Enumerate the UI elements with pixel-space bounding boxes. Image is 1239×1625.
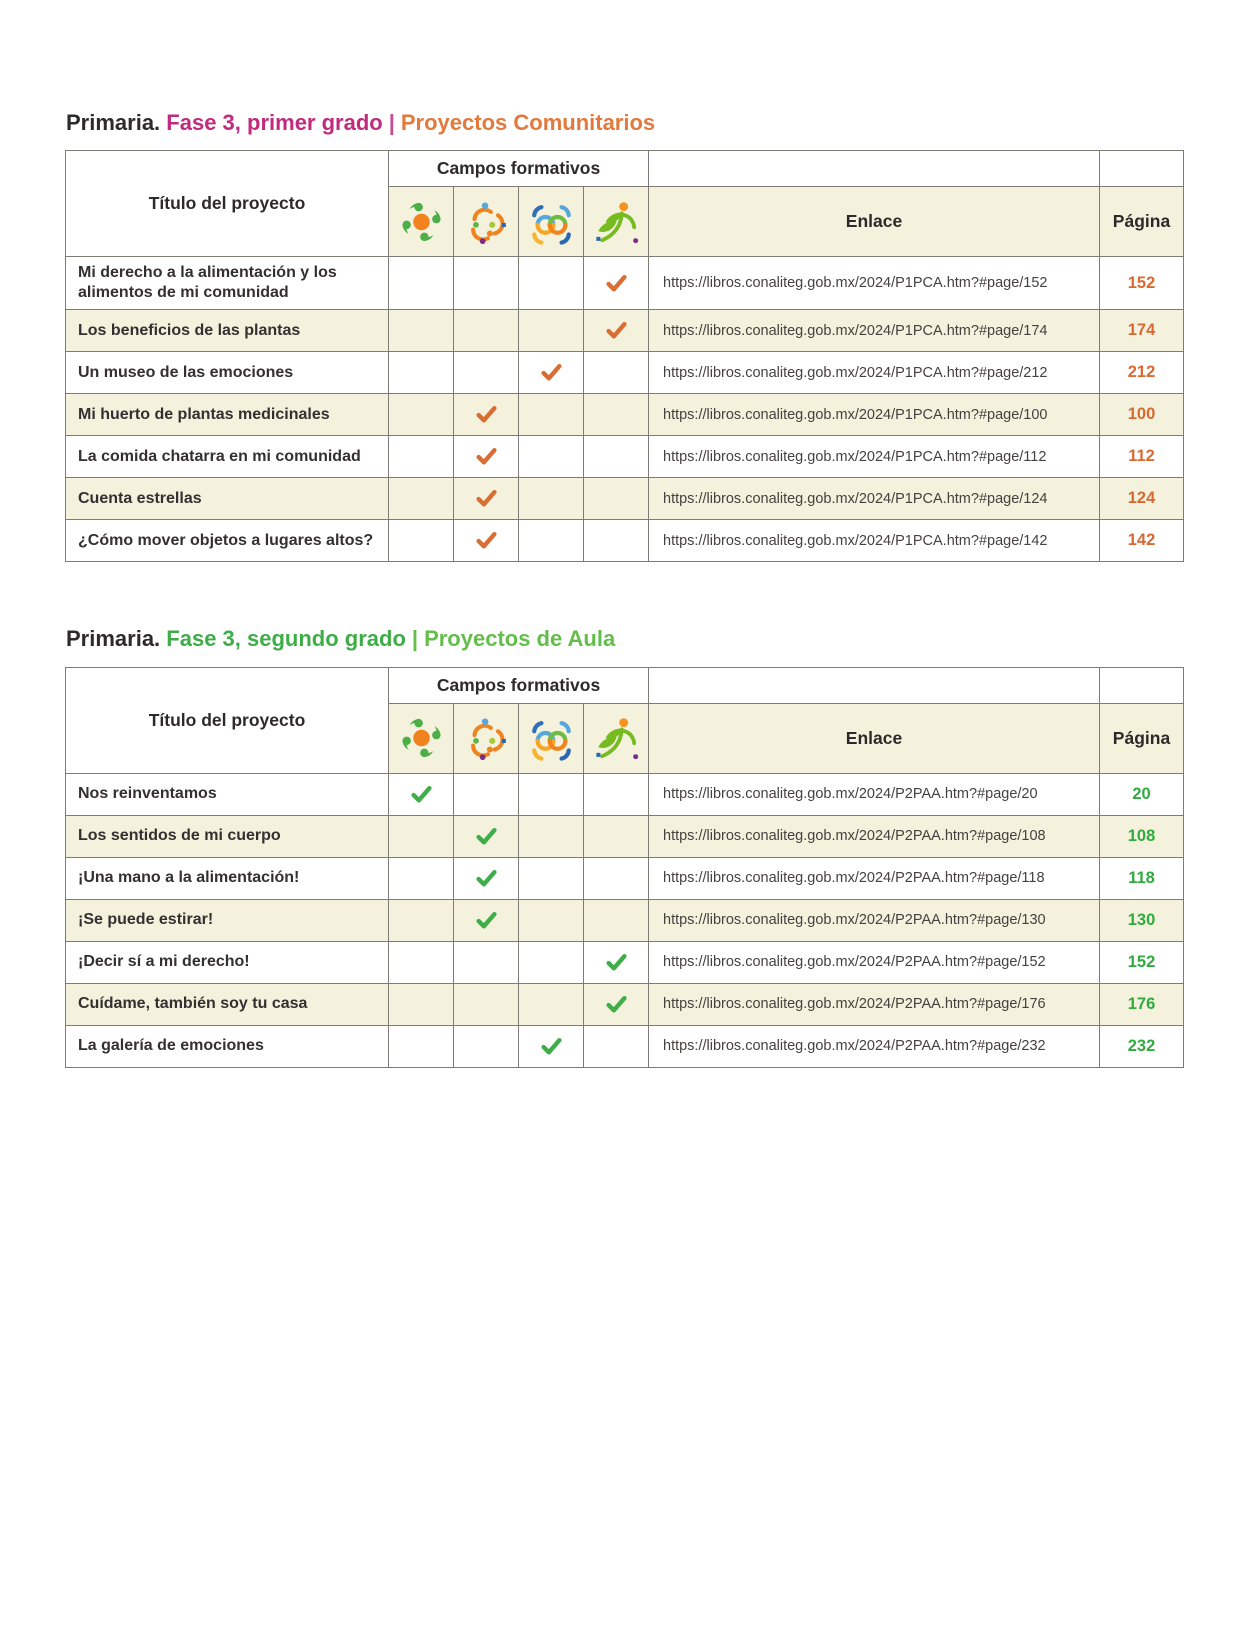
column-header-titulo: Título del proyecto: [66, 151, 389, 257]
title-grade: Fase 3, primer grado: [166, 110, 383, 135]
project-link[interactable]: https://libros.conaliteg.gob.mx/2024/P1PCA.htm?#page/174: [649, 310, 1100, 352]
empty-check-cell: [584, 857, 649, 899]
check-icon: [476, 489, 497, 508]
check-icon: [606, 953, 627, 972]
campo-lenguajes-icon: [389, 703, 454, 773]
project-title: La galería de emociones: [66, 1025, 389, 1067]
empty-check-cell: [519, 773, 584, 815]
empty-check-cell: [519, 815, 584, 857]
check-icon: [606, 995, 627, 1014]
page-number: 118: [1100, 857, 1184, 899]
empty-check-cell: [519, 520, 584, 562]
check-icon: [476, 447, 497, 466]
empty-check-cell: [584, 899, 649, 941]
empty-check-cell: [519, 941, 584, 983]
page-number: 112: [1100, 436, 1184, 478]
title-level: Primaria.: [66, 110, 161, 135]
project-link[interactable]: https://libros.conaliteg.gob.mx/2024/P2PAA.htm?#page/20: [649, 773, 1100, 815]
table-row: [66, 478, 1184, 520]
table-row: [66, 310, 1184, 352]
check-icon: [606, 321, 627, 340]
empty-check-cell: [584, 478, 649, 520]
header-row-campos: [66, 667, 1184, 703]
campo-etica-icon: [519, 703, 584, 773]
empty-check-cell: [389, 394, 454, 436]
empty-check-cell: [519, 478, 584, 520]
check-cell: [519, 1025, 584, 1067]
empty-check-cell: [389, 478, 454, 520]
check-cell: [454, 478, 519, 520]
empty-check-cell: [389, 352, 454, 394]
check-cell: [584, 310, 649, 352]
project-link[interactable]: https://libros.conaliteg.gob.mx/2024/P2PAA.htm?#page/152: [649, 941, 1100, 983]
campo-etica-icon: [519, 187, 584, 257]
column-header-enlace: Enlace: [649, 187, 1100, 257]
page-number: 212: [1100, 352, 1184, 394]
section-title: [66, 626, 1183, 652]
empty-check-cell: [454, 352, 519, 394]
header-row-campos: [66, 151, 1184, 187]
empty-check-cell: [584, 394, 649, 436]
campo-lenguajes-icon: [389, 187, 454, 257]
check-icon: [541, 1037, 562, 1056]
page-number: 108: [1100, 815, 1184, 857]
check-icon: [411, 785, 432, 804]
table-row: [66, 983, 1184, 1025]
empty-check-cell: [584, 773, 649, 815]
table-row: [66, 1025, 1184, 1067]
project-title: Nos reinventamos: [66, 773, 389, 815]
empty-check-cell: [389, 983, 454, 1025]
empty-check-cell: [519, 310, 584, 352]
empty-check-cell: [389, 436, 454, 478]
empty-check-cell: [454, 773, 519, 815]
column-header-titulo: Título del proyecto: [66, 667, 389, 773]
check-cell: [519, 352, 584, 394]
title-book: Proyectos Comunitarios: [400, 110, 656, 135]
empty-check-cell: [519, 257, 584, 310]
check-icon: [541, 363, 562, 382]
table-row: [66, 436, 1184, 478]
check-cell: [389, 773, 454, 815]
check-cell: [454, 436, 519, 478]
column-header-enlace: Enlace: [649, 703, 1100, 773]
empty-check-cell: [389, 257, 454, 310]
table-row: [66, 857, 1184, 899]
section-title: [66, 110, 1183, 136]
empty-check-cell: [454, 1025, 519, 1067]
check-icon: [476, 827, 497, 846]
empty-check-cell: [584, 1025, 649, 1067]
empty-check-cell: [519, 983, 584, 1025]
check-cell: [584, 941, 649, 983]
column-header-campos-formativos: Campos formativos: [389, 667, 649, 703]
projects-table: [65, 150, 1184, 562]
table-row: [66, 815, 1184, 857]
column-header-pagina: Página: [1100, 187, 1184, 257]
project-link[interactable]: https://libros.conaliteg.gob.mx/2024/P2PAA.htm?#page/108: [649, 815, 1100, 857]
header-spacer: [1100, 667, 1184, 703]
empty-check-cell: [389, 310, 454, 352]
project-link[interactable]: https://libros.conaliteg.gob.mx/2024/P1PCA.htm?#page/212: [649, 352, 1100, 394]
project-title: Los beneficios de las plantas: [66, 310, 389, 352]
table-row: [66, 520, 1184, 562]
empty-check-cell: [454, 257, 519, 310]
empty-check-cell: [454, 983, 519, 1025]
check-icon: [476, 869, 497, 888]
project-link[interactable]: https://libros.conaliteg.gob.mx/2024/P2PAA.htm?#page/176: [649, 983, 1100, 1025]
project-title: Cuenta estrellas: [66, 478, 389, 520]
project-link[interactable]: https://libros.conaliteg.gob.mx/2024/P2PAA.htm?#page/130: [649, 899, 1100, 941]
check-cell: [584, 257, 649, 310]
project-link[interactable]: https://libros.conaliteg.gob.mx/2024/P1PCA.htm?#page/112: [649, 436, 1100, 478]
page-number: 152: [1100, 257, 1184, 310]
project-title: Un museo de las emociones: [66, 352, 389, 394]
empty-check-cell: [519, 899, 584, 941]
projects-table: [65, 667, 1184, 1068]
header-spacer: [649, 667, 1100, 703]
empty-check-cell: [389, 815, 454, 857]
empty-check-cell: [584, 352, 649, 394]
empty-check-cell: [584, 520, 649, 562]
empty-check-cell: [584, 815, 649, 857]
empty-check-cell: [519, 394, 584, 436]
title-separator: |: [411, 626, 419, 652]
title-book: Proyectos de Aula: [424, 626, 616, 652]
project-title: Mi huerto de plantas medicinales: [66, 394, 389, 436]
empty-check-cell: [519, 857, 584, 899]
empty-check-cell: [389, 1025, 454, 1067]
page-number: 152: [1100, 941, 1184, 983]
page-number: 142: [1100, 520, 1184, 562]
project-title: La comida chatarra en mi comunidad: [66, 436, 389, 478]
campo-saberes-icon: [454, 703, 519, 773]
check-cell: [454, 815, 519, 857]
table-row: [66, 257, 1184, 310]
project-link[interactable]: https://libros.conaliteg.gob.mx/2024/P1PCA.htm?#page/142: [649, 520, 1100, 562]
page-number: 124: [1100, 478, 1184, 520]
page-number: 176: [1100, 983, 1184, 1025]
project-title: ¡Se puede estirar!: [66, 899, 389, 941]
page-number: 174: [1100, 310, 1184, 352]
header-spacer: [1100, 151, 1184, 187]
empty-check-cell: [389, 520, 454, 562]
title-level: Primaria.: [66, 626, 161, 652]
project-title: ¿Cómo mover objetos a lugares altos?: [66, 520, 389, 562]
column-header-pagina: Página: [1100, 703, 1184, 773]
section-segundo-grado: [65, 626, 1183, 1067]
check-icon: [476, 911, 497, 930]
title-separator: |: [388, 110, 395, 135]
project-title: ¡Decir sí a mi derecho!: [66, 941, 389, 983]
project-title: Mi derecho a la alimentación y los alimentos de mi comunidad: [66, 257, 389, 310]
empty-check-cell: [389, 899, 454, 941]
check-icon: [476, 531, 497, 550]
empty-check-cell: [584, 436, 649, 478]
campo-humano-icon: [584, 187, 649, 257]
project-link[interactable]: https://libros.conaliteg.gob.mx/2024/P1PCA.htm?#page/152: [649, 257, 1100, 310]
project-link[interactable]: https://libros.conaliteg.gob.mx/2024/P2PAA.htm?#page/232: [649, 1025, 1100, 1067]
project-link[interactable]: https://libros.conaliteg.gob.mx/2024/P1PCA.htm?#page/100: [649, 394, 1100, 436]
check-cell: [454, 394, 519, 436]
project-title: Los sentidos de mi cuerpo: [66, 815, 389, 857]
empty-check-cell: [519, 436, 584, 478]
project-link[interactable]: https://libros.conaliteg.gob.mx/2024/P1PCA.htm?#page/124: [649, 478, 1100, 520]
check-cell: [454, 899, 519, 941]
header-spacer: [649, 151, 1100, 187]
page-number: 130: [1100, 899, 1184, 941]
table-row: [66, 773, 1184, 815]
check-icon: [476, 405, 497, 424]
page-number: 232: [1100, 1025, 1184, 1067]
table-row: [66, 352, 1184, 394]
section-primer-grado: [65, 0, 1183, 562]
project-title: Cuídame, también soy tu casa: [66, 983, 389, 1025]
empty-check-cell: [389, 941, 454, 983]
table-row: [66, 899, 1184, 941]
campo-saberes-icon: [454, 187, 519, 257]
table-row: [66, 394, 1184, 436]
empty-check-cell: [389, 857, 454, 899]
project-link[interactable]: https://libros.conaliteg.gob.mx/2024/P2PAA.htm?#page/118: [649, 857, 1100, 899]
empty-check-cell: [454, 310, 519, 352]
column-header-campos-formativos: Campos formativos: [389, 151, 649, 187]
page-number: 100: [1100, 394, 1184, 436]
title-grade: Fase 3, segundo grado: [166, 626, 406, 652]
page-number: 20: [1100, 773, 1184, 815]
check-cell: [584, 983, 649, 1025]
check-cell: [454, 520, 519, 562]
check-cell: [454, 857, 519, 899]
table-row: [66, 941, 1184, 983]
project-title: ¡Una mano a la alimentación!: [66, 857, 389, 899]
campo-humano-icon: [584, 703, 649, 773]
empty-check-cell: [454, 941, 519, 983]
check-icon: [606, 274, 627, 293]
